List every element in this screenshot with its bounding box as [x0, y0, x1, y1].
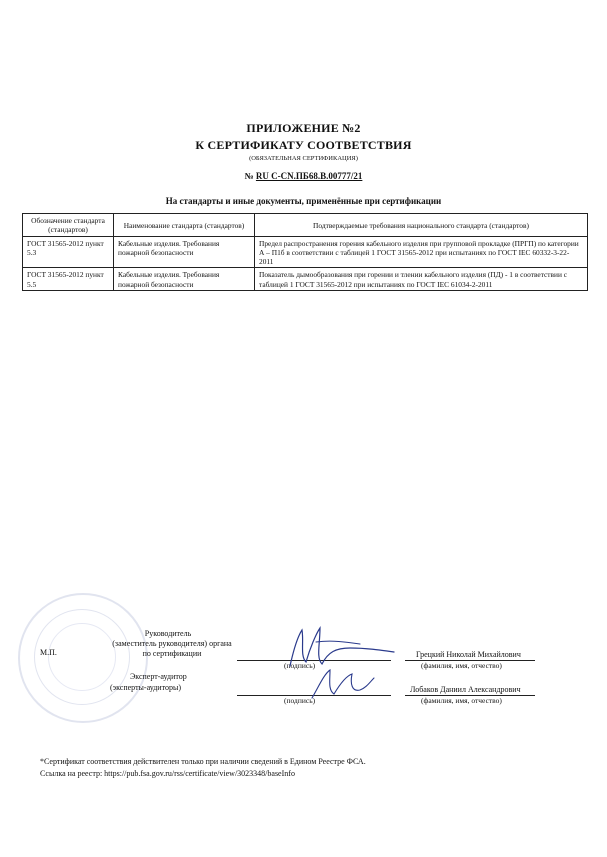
certificate-number [0, 171, 607, 181]
cell-requirement: Предел распространения горения кабельного изделия при групповой прокладке (ПРГП) по категории А – П1б в соответствии с таблицей 1 ГОСТ 31565-2012 при испытаниях по ГОСТ IEC 60332-3-22-2011 [255, 236, 588, 268]
head-name: Грецкий Николай Михайлович [416, 650, 521, 659]
expert-title: Эксперт-аудитор [130, 672, 187, 681]
table-row [23, 268, 588, 291]
stamp-place-label: М.П. [40, 648, 57, 657]
certificate-title: К СЕРТИФИКАТУ СООТВЕТСТВИЯ [195, 138, 412, 152]
cell-name: Кабельные изделия. Требования пожарной безопасности [114, 236, 255, 268]
appendix-title: ПРИЛОЖЕНИЕ №2 [246, 121, 361, 135]
expert-signature [300, 664, 380, 706]
expert-name: Лобаков Даниил Александрович [410, 685, 521, 694]
head-signature-caption: (подпись) [284, 661, 316, 670]
head-subtitle: (заместитель руководителя) органа по сертификации [112, 639, 232, 659]
registry-link[interactable]: Ссылка на реестр: https://pub.fsa.gov.ru/rss/certificate/view/3023348/baseInfo [40, 768, 295, 778]
expert-signature-caption: (подпись) [284, 696, 316, 705]
certification-type: (ОБЯЗАТЕЛЬНАЯ СЕРТИФИКАЦИЯ) [249, 155, 358, 162]
footer [40, 756, 366, 779]
cell-name: Кабельные изделия. Требования пожарной безопасности [114, 268, 255, 291]
table-row [23, 236, 588, 268]
column-header-designation: Обозначение стандарта (стандартов) [23, 214, 114, 237]
number-prefix: № [244, 171, 254, 181]
cell-designation: ГОСТ 31565-2012 пункт 5.5 [23, 268, 114, 291]
head-title: Руководитель [144, 629, 192, 638]
table-header-row [23, 214, 588, 237]
footer-note: *Сертификат соответствия действителен только при наличии сведений в Едином Реестре ФСА. [40, 757, 366, 766]
number-value: RU C-CN.ПБ68.В.00777/21 [255, 171, 363, 181]
cell-requirement: Показатель дымообразования при горении и тлении кабельного изделия (ПД) - 1 в соответствии с таблицей 1 ГОСТ 31565-2012 при испытаниях по ГОСТ IEC 61034-2-2011 [255, 268, 588, 291]
expert-name-caption: (фамилия, имя, отчество) [421, 696, 502, 705]
column-header-name: Наименование стандарта (стандартов) [114, 214, 255, 237]
standards-table [22, 213, 588, 291]
expert-subtitle: (эксперты-аудиторы) [110, 683, 182, 692]
standards-heading: На стандарты и иные документы, применённые при сертификации [165, 196, 442, 206]
cell-designation: ГОСТ 31565-2012 пункт 5.3 [23, 236, 114, 268]
column-header-requirements: Подтверждаемые требования национального стандарта (стандартов) [255, 214, 588, 237]
head-name-caption: (фамилия, имя, отчество) [421, 661, 502, 670]
